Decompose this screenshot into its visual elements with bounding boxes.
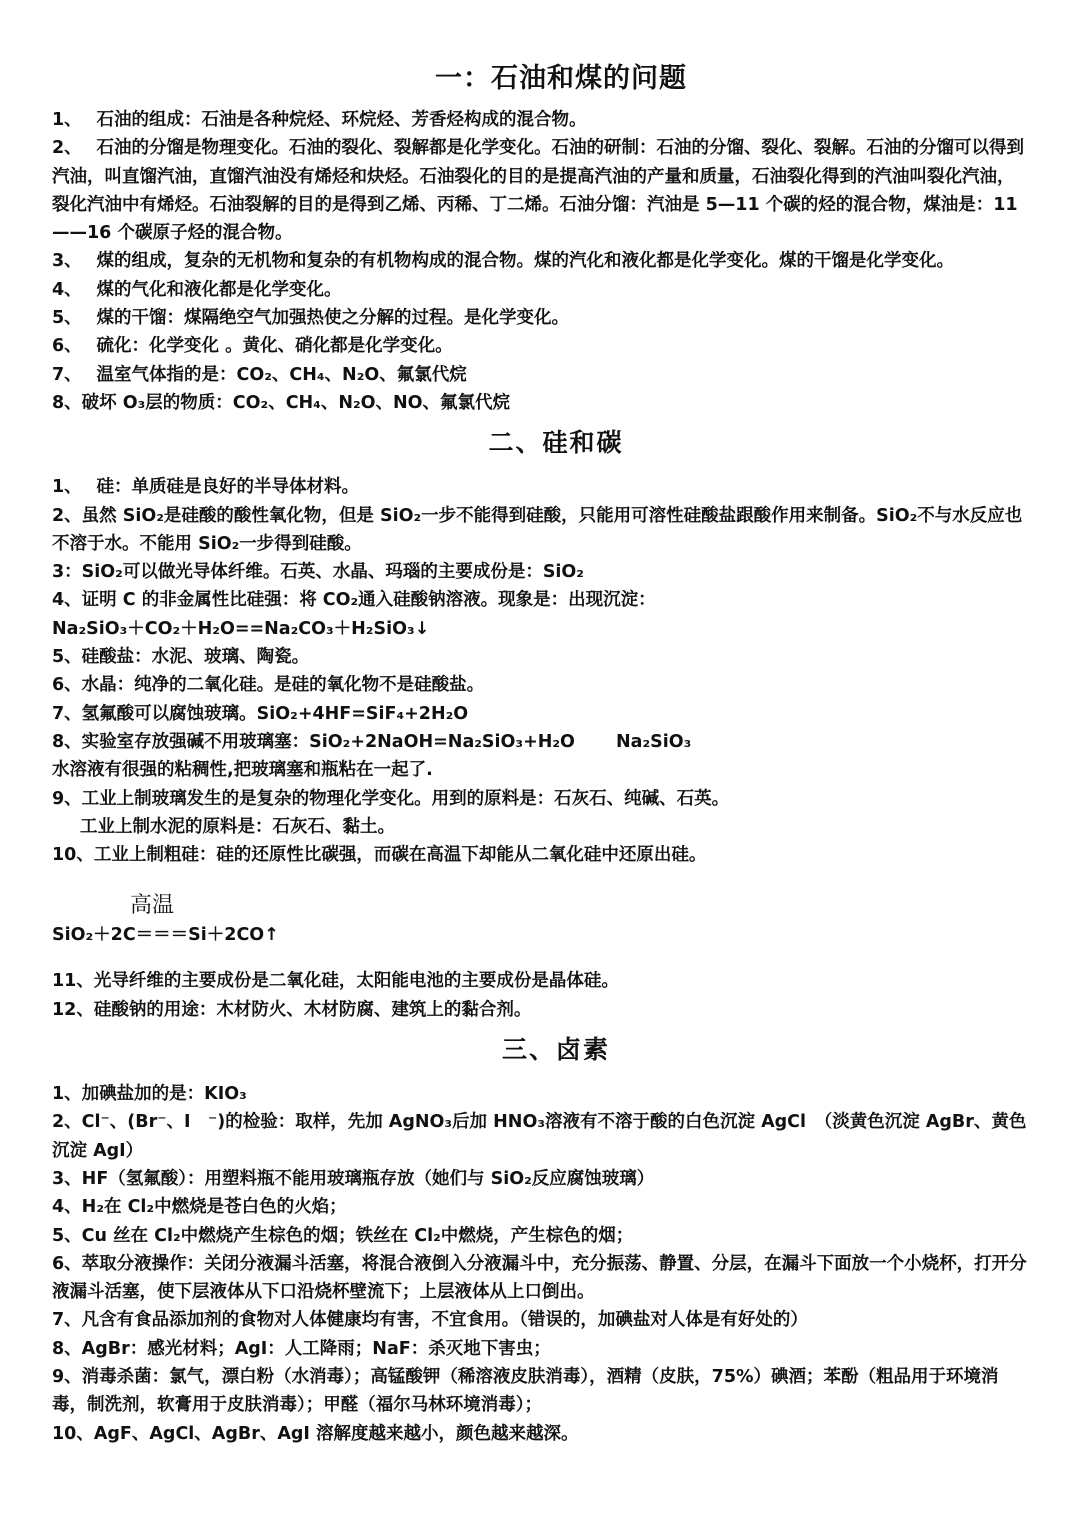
- s3-line-10: 10、AgF、AgCl、AgBr、AgI 溶解度越来越小，颜色越来越深。: [52, 1423, 579, 1444]
- reaction-condition-high-temp: 高温: [130, 893, 175, 919]
- s2-line-4: 4、证明 C 的非金属性比硅强：将 CO₂通入硅酸钠溶液。现象是：出现沉淀：: [52, 590, 656, 611]
- s2-line-2: 2、虽然 SiO₂是硅酸的酸性氧化物，但是 SiO₂一步不能得到硅酸，只能用可溶性硅酸盐跟酸作用来制备。SiO₂不与水反应也不溶于水。不能用 SiO₂一步得到硅酸。: [52, 505, 1023, 554]
- s2-line-3: 3：SiO₂可以做光导体纤维。石英、水晶、玛瑙的主要成份是：SiO₂: [52, 562, 584, 583]
- s3-line-5: 5、Cu 丝在 Cl₂中燃烧产生棕色的烟；铁丝在 Cl₂中燃烧，产生棕色的烟；: [52, 1225, 634, 1246]
- s2-line-8-cont: 水溶液有很强的粘稠性,把玻璃塞和瓶粘在一起了.: [52, 760, 433, 781]
- s2-line-9-cont: 工业上制水泥的原料是：石灰石、黏土。: [80, 816, 395, 837]
- section-title-silicon-carbon: 二、硅和碳: [488, 428, 624, 458]
- s2-line-10: 10、工业上制粗硅：硅的还原性比碳强，而碳在高温下却能从二氧化硅中还原出硅。: [52, 845, 707, 866]
- s1-line-5: 5、 煤的干馏：煤隔绝空气加强热使之分解的过程。是化学变化。: [52, 308, 570, 329]
- s3-line-8: 8、AgBr：感光材料；AgI：人工降雨；NaF：杀灭地下害虫；: [52, 1338, 551, 1359]
- s3-line-4: 4、H₂在 Cl₂中燃烧是苍白色的火焰；: [52, 1197, 347, 1218]
- s1-line-7: 7、 温室气体指的是：CO₂、CH₄、N₂O、氟氯代烷: [52, 364, 467, 385]
- s2-line-4-equation: Na₂SiO₃＋CO₂＋H₂O==Na₂CO₃＋H₂SiO₃↓: [52, 618, 430, 639]
- s2-line-5: 5、硅酸盐：水泥、玻璃、陶瓷。: [52, 647, 310, 668]
- reaction-equation-crude-silicon: SiO₂＋2C＝＝＝Si＋2CO↑: [52, 925, 279, 946]
- s3-line-2: 2、Cl⁻、(Br⁻、I ⁻)的检验：取样，先加 AgNO₃后加 HNO₃溶液有不溶于酸的白色沉淀 AgCl （淡黄色沉淀 AgBr、黄色沉淀 AgI）: [52, 1112, 1027, 1161]
- s1-line-2: 2、 石油的分馏是物理变化。石油的裂化、裂解都是化学变化。石油的研制：石油的分馏、裂化、裂解。石油的分馏可以得到汽油，叫直馏汽油，直馏汽油没有烯烃和炔烃。石油裂化的目的是提高汽油的产量和质量，石油裂化得到的汽油叫裂化汽油，裂化汽油中有烯烃。石油裂解的目的是得到乙烯、丙稀、丁二烯。石油分馏：汽油是 5—11 个碳的烃的混合物，煤油是：11——16 个碳原子烃的混合物。: [52, 138, 1025, 244]
- s2-line-12: 12、硅酸钠的用途：木材防火、木材防腐、建筑上的黏合剂。: [52, 999, 532, 1020]
- s1-line-8: 8、破坏 O₃层的物质：CO₂、CH₄、N₂O、NO、氟氯代烷: [52, 392, 511, 413]
- s2-line-9: 9、工业上制玻璃发生的是复杂的物理化学变化。用到的原料是：石灰石、纯碱、石英。: [52, 788, 730, 809]
- s2-line-11: 11、光导纤维的主要成份是二氧化硅，太阳能电池的主要成份是晶体硅。: [52, 971, 619, 992]
- s3-line-7: 7、凡含有食品添加剂的食物对人体健康均有害，不宜食用。（错误的，加碘盐对人体是有好处的）: [52, 1310, 808, 1331]
- s2-line-7: 7、氢氟酸可以腐蚀玻璃。SiO₂+4HF=SiF₄+2H₂O: [52, 703, 469, 724]
- s1-line-4: 4、 煤的气化和液化都是化学变化。: [52, 279, 342, 300]
- s3-line-9: 9、消毒杀菌：氯气，漂白粉（水消毒）；高锰酸钾（稀溶液皮肤消毒），酒精（皮肤，75%）碘酒；苯酚（粗品用于环境消毒，制洗剂，软膏用于皮肤消毒）；甲醛（福尔马林环境消毒）；: [52, 1366, 999, 1416]
- s1-line-1: 1、 石油的组成：石油是各种烷烃、环烷烃、芳香烃构成的混合物。: [52, 110, 587, 130]
- s3-line-3: 3、HF（氢氟酸）：用塑料瓶不能用玻璃瓶存放（她们与 SiO₂反应腐蚀玻璃）: [52, 1168, 655, 1189]
- s3-line-6: 6、萃取分液操作：关闭分液漏斗活塞，将混合液倒入分液漏斗中，充分振荡、静置、分层，在漏斗下面放一个小烧杯，打开分液漏斗活塞，使下层液体从下口沿烧杯壁流下；上层液体从上口倒出。: [52, 1253, 1027, 1303]
- section-title-petroleum-coal: 一：石油和煤的问题: [435, 63, 687, 94]
- s2-line-6: 6、水晶：纯净的二氧化硅。是硅的氧化物不是硅酸盐。: [52, 675, 485, 696]
- s1-line-3: 3、 煤的组成，复杂的无机物和复杂的有机物构成的混合物。煤的汽化和液化都是化学变化。煤的干馏是化学变化。: [52, 251, 955, 272]
- section-title-halogens: 三、卤素: [501, 1035, 610, 1065]
- s3-line-1: 1、加碘盐加的是：KIO₃: [52, 1084, 247, 1105]
- s2-line-8: 8、实验室存放强碱不用玻璃塞：SiO₂+2NaOH=Na₂SiO₃+H₂O Na₂SiO₃: [52, 731, 692, 752]
- s1-line-6: 6、 硫化：化学变化 。黄化、硝化都是化学变化。: [52, 336, 453, 357]
- s2-line-1: 1、 硅：单质硅是良好的半导体材料。: [52, 477, 360, 498]
